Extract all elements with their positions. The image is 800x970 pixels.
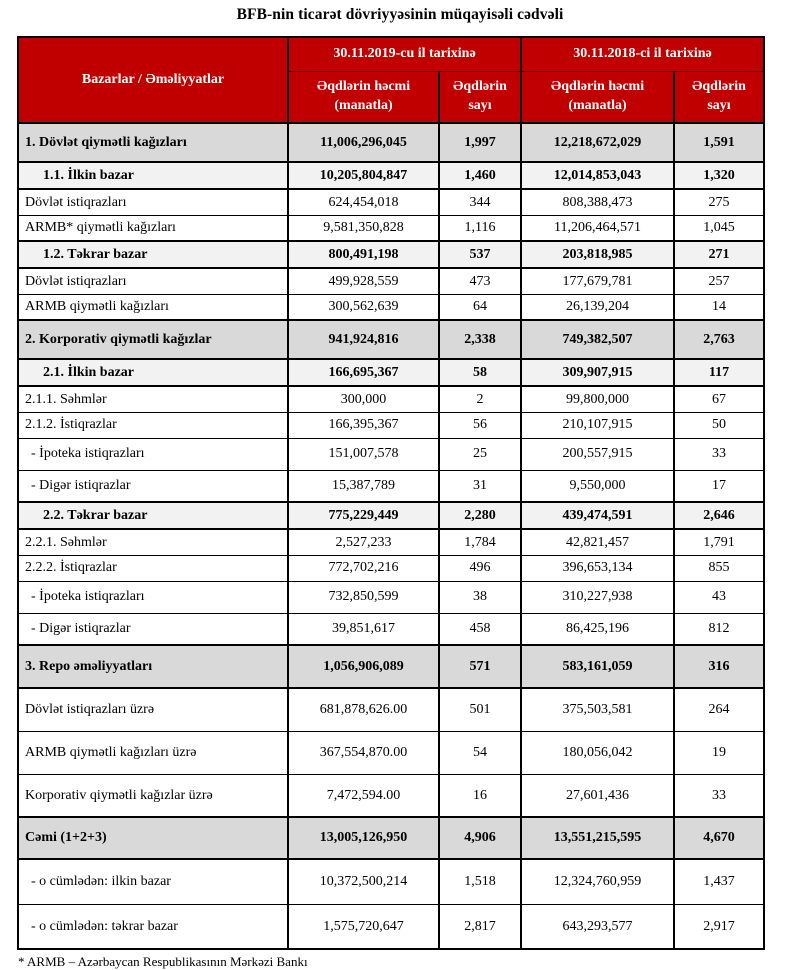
cell-value: 537 — [439, 241, 521, 268]
cell-value: 1,784 — [439, 529, 521, 555]
table-row — [18, 731, 764, 774]
cell-value: 439,474,591 — [521, 502, 674, 529]
table-row — [18, 123, 764, 162]
cell-value: 86,425,196 — [521, 613, 674, 645]
cell-value: 316 — [674, 645, 764, 688]
cell-value: 25 — [439, 438, 521, 470]
cell-value: 11,006,296,045 — [288, 123, 439, 162]
table-row — [18, 162, 764, 189]
column-header-count-2018: Əqdlərin sayı — [674, 71, 764, 123]
cell-value: 180,056,042 — [521, 731, 674, 774]
cell-value: 499,928,559 — [288, 268, 439, 294]
cell-value: 7,472,594.00 — [288, 774, 439, 817]
row-label: 2.1.1. Səhmlər — [18, 386, 288, 412]
cell-value: 2,527,233 — [288, 529, 439, 555]
cell-value: 26,139,204 — [521, 294, 674, 320]
cell-value: 1,791 — [674, 529, 764, 555]
table-row — [18, 529, 764, 555]
group-header-2019: 30.11.2019-cu il tarixinə — [288, 37, 521, 71]
cell-value: 4,670 — [674, 817, 764, 859]
cell-value: 257 — [674, 268, 764, 294]
cell-value: 56 — [439, 412, 521, 438]
cell-value: 1,045 — [674, 215, 764, 241]
cell-value: 749,382,507 — [521, 320, 674, 359]
cell-value: 2,817 — [439, 904, 521, 949]
table-row — [18, 555, 764, 581]
row-label: ARMB qiymətli kağızları — [18, 294, 288, 320]
cell-value: 1,320 — [674, 162, 764, 189]
page-title: BFB-nin ticarət dövriyyəsinin müqayisəli cədvəli — [236, 6, 564, 23]
table-header — [18, 37, 764, 123]
cell-value: 1,460 — [439, 162, 521, 189]
cell-value: 808,388,473 — [521, 189, 674, 215]
cell-value: 275 — [674, 189, 764, 215]
cell-value: 1,116 — [439, 215, 521, 241]
cell-value: 177,679,781 — [521, 268, 674, 294]
cell-value: 264 — [674, 688, 764, 731]
table-row — [18, 294, 764, 320]
row-label: 2.1. İlkin bazar — [18, 359, 288, 386]
column-header-count-2019: Əqdlərin sayı — [439, 71, 521, 123]
cell-value: 1,575,720,647 — [288, 904, 439, 949]
table-row — [18, 774, 764, 817]
row-label: - o cümlədən: təkrar bazar — [18, 904, 288, 949]
row-label: - İpoteka istiqrazları — [18, 438, 288, 470]
cell-value: 14 — [674, 294, 764, 320]
row-label: Dövlət istiqrazları — [18, 189, 288, 215]
cell-value: 58 — [439, 359, 521, 386]
table-row — [18, 502, 764, 529]
table-row — [18, 470, 764, 502]
cell-value: 11,206,464,571 — [521, 215, 674, 241]
table-row — [18, 581, 764, 613]
cell-value: 501 — [439, 688, 521, 731]
row-label: - İpoteka istiqrazları — [18, 581, 288, 613]
cell-value: 4,906 — [439, 817, 521, 859]
cell-value: 151,007,578 — [288, 438, 439, 470]
cell-value: 42,821,457 — [521, 529, 674, 555]
row-label: - Digər istiqrazlar — [18, 613, 288, 645]
row-label: 1.1. İlkin bazar — [18, 162, 288, 189]
cell-value: 10,372,500,214 — [288, 859, 439, 904]
cell-value: 2,917 — [674, 904, 764, 949]
cell-value: 2,338 — [439, 320, 521, 359]
cell-value: 458 — [439, 613, 521, 645]
cell-value: 310,227,938 — [521, 581, 674, 613]
table-row — [18, 241, 764, 268]
cell-value: 13,005,126,950 — [288, 817, 439, 859]
cell-value: 27,601,436 — [521, 774, 674, 817]
cell-value: 941,924,816 — [288, 320, 439, 359]
cell-value: 681,878,626.00 — [288, 688, 439, 731]
cell-value: 309,907,915 — [521, 359, 674, 386]
row-label: 2. Korporativ qiymətli kağızlar — [18, 320, 288, 359]
cell-value: 200,557,915 — [521, 438, 674, 470]
table-row — [18, 613, 764, 645]
row-label: 2.2.1. Səhmlər — [18, 529, 288, 555]
cell-value: 2,280 — [439, 502, 521, 529]
cell-value: 67 — [674, 386, 764, 412]
cell-value: 2,763 — [674, 320, 764, 359]
cell-value: 1,056,906,089 — [288, 645, 439, 688]
cell-value: 1,997 — [439, 123, 521, 162]
cell-value: 396,653,134 — [521, 555, 674, 581]
cell-value: 210,107,915 — [521, 412, 674, 438]
cell-value: 300,562,639 — [288, 294, 439, 320]
cell-value: 54 — [439, 731, 521, 774]
table-row — [18, 386, 764, 412]
row-label: Dövlət istiqrazları üzrə — [18, 688, 288, 731]
cell-value: 812 — [674, 613, 764, 645]
cell-value: 39,851,617 — [288, 613, 439, 645]
row-label: 1. Dövlət qiymətli kağızları — [18, 123, 288, 162]
row-label: - Digər istiqrazlar — [18, 470, 288, 502]
cell-value: 33 — [674, 438, 764, 470]
cell-value: 9,581,350,828 — [288, 215, 439, 241]
cell-value: 10,205,804,847 — [288, 162, 439, 189]
cell-value: 732,850,599 — [288, 581, 439, 613]
row-label: ARMB* qiymətli kağızları — [18, 215, 288, 241]
cell-value: 17 — [674, 470, 764, 502]
table-row — [18, 189, 764, 215]
table-row — [18, 320, 764, 359]
cell-value: 2 — [439, 386, 521, 412]
cell-value: 775,229,449 — [288, 502, 439, 529]
table-row — [18, 359, 764, 386]
row-label: 2.2. Təkrar bazar — [18, 502, 288, 529]
table-row — [18, 645, 764, 688]
cell-value: 12,014,853,043 — [521, 162, 674, 189]
row-label: 3. Repo əməliyyatları — [18, 645, 288, 688]
cell-value: 1,518 — [439, 859, 521, 904]
comparison-table — [17, 36, 765, 950]
table-row-total — [18, 817, 764, 859]
cell-value: 1,591 — [674, 123, 764, 162]
table-row — [18, 688, 764, 731]
cell-value: 1,437 — [674, 859, 764, 904]
cell-value: 166,695,367 — [288, 359, 439, 386]
cell-value: 13,551,215,595 — [521, 817, 674, 859]
cell-value: 16 — [439, 774, 521, 817]
row-label: 1.2. Təkrar bazar — [18, 241, 288, 268]
cell-value: 271 — [674, 241, 764, 268]
cell-value: 38 — [439, 581, 521, 613]
cell-value: 643,293,577 — [521, 904, 674, 949]
table-row — [18, 268, 764, 294]
cell-value: 772,702,216 — [288, 555, 439, 581]
cell-value: 855 — [674, 555, 764, 581]
cell-value: 800,491,198 — [288, 241, 439, 268]
row-label: 2.1.2. İstiqrazlar — [18, 412, 288, 438]
cell-value: 12,218,672,029 — [521, 123, 674, 162]
row-label: 2.2.2. İstiqrazlar — [18, 555, 288, 581]
cell-value: 64 — [439, 294, 521, 320]
table-row — [18, 412, 764, 438]
cell-value: 2,646 — [674, 502, 764, 529]
cell-value: 344 — [439, 189, 521, 215]
cell-value: 31 — [439, 470, 521, 502]
row-label: - o cümlədən: ilkin bazar — [18, 859, 288, 904]
cell-value: 99,800,000 — [521, 386, 674, 412]
row-label: Dövlət istiqrazları — [18, 268, 288, 294]
cell-value: 571 — [439, 645, 521, 688]
table-row — [18, 215, 764, 241]
cell-value: 367,554,870.00 — [288, 731, 439, 774]
corner-header: Bazarlar / Əməliyyatlar — [18, 37, 288, 123]
cell-value: 15,387,789 — [288, 470, 439, 502]
cell-value: 117 — [674, 359, 764, 386]
row-label: Cəmi (1+2+3) — [18, 817, 288, 859]
cell-value: 33 — [674, 774, 764, 817]
cell-value: 12,324,760,959 — [521, 859, 674, 904]
cell-value: 43 — [674, 581, 764, 613]
cell-value: 50 — [674, 412, 764, 438]
cell-value: 19 — [674, 731, 764, 774]
cell-value: 496 — [439, 555, 521, 581]
column-header-volume-2018: Əqdlərin həcmi (manatla) — [521, 71, 674, 123]
cell-value: 473 — [439, 268, 521, 294]
column-header-volume-2019: Əqdlərin həcmi (manatla) — [288, 71, 439, 123]
table-body — [18, 123, 764, 949]
cell-value: 203,818,985 — [521, 241, 674, 268]
group-header-2018: 30.11.2018-ci il tarixinə — [521, 37, 764, 71]
table-row — [18, 438, 764, 470]
row-label: Korporativ qiymətli kağızlar üzrə — [18, 774, 288, 817]
footnote: * ARMB – Azərbaycan Respublikasının Mərkəzi Bankı — [18, 954, 308, 969]
cell-value: 9,550,000 — [521, 470, 674, 502]
cell-value: 300,000 — [288, 386, 439, 412]
cell-value: 166,395,367 — [288, 412, 439, 438]
cell-value: 624,454,018 — [288, 189, 439, 215]
row-label: ARMB qiymətli kağızları üzrə — [18, 731, 288, 774]
table-row — [18, 904, 764, 949]
cell-value: 375,503,581 — [521, 688, 674, 731]
cell-value: 583,161,059 — [521, 645, 674, 688]
table-row — [18, 859, 764, 904]
